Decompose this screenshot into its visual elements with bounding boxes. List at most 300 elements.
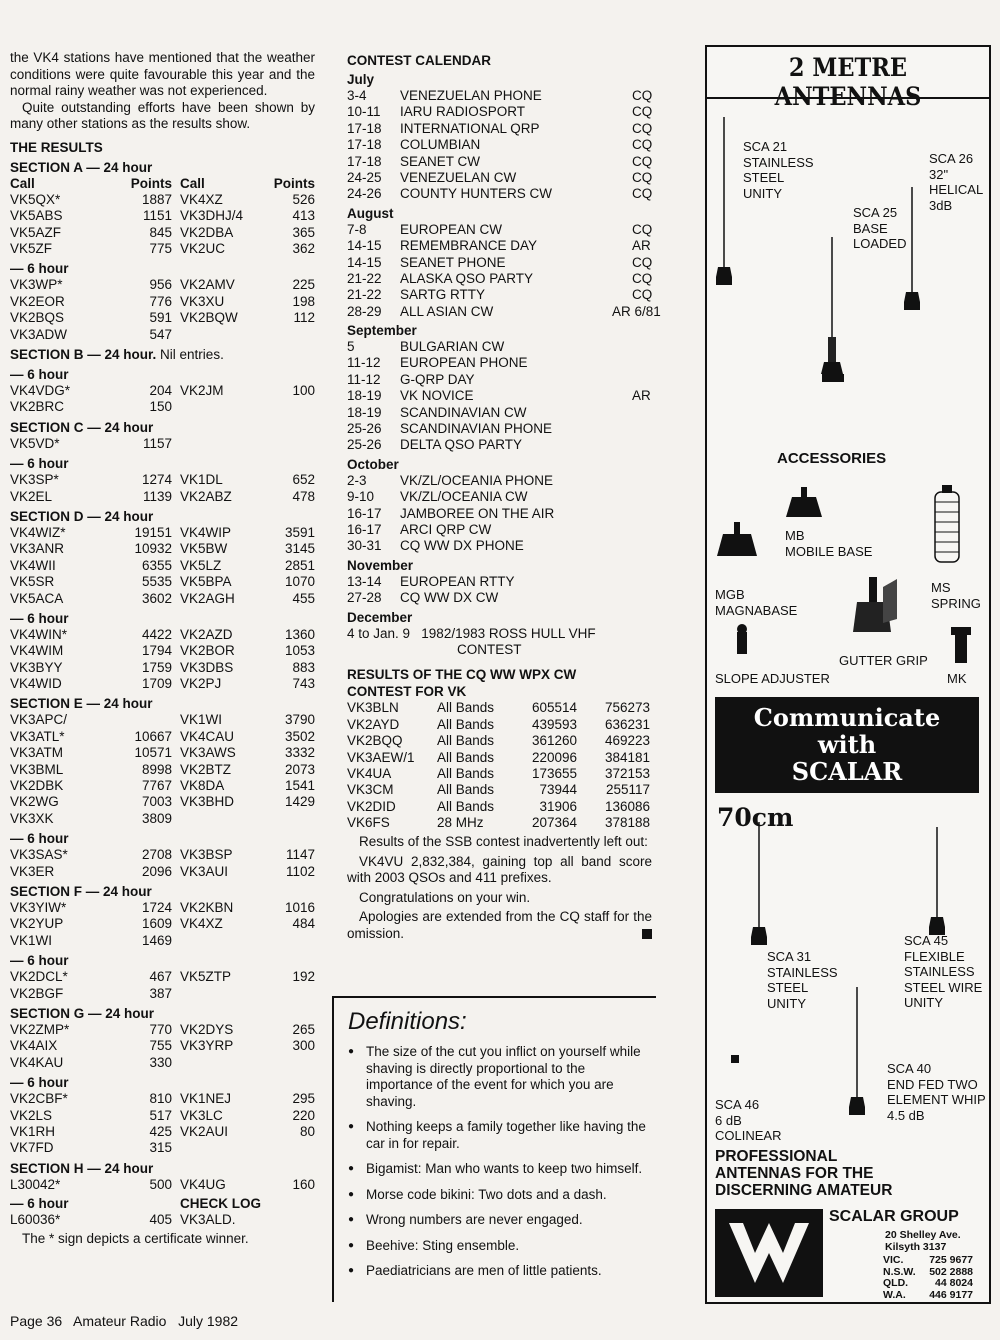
table-row xyxy=(10,310,315,326)
points-cell: 365 xyxy=(292,224,315,240)
call-cell: VK5ZF xyxy=(10,241,53,257)
points-cell: 4422 xyxy=(141,626,172,642)
band-cell: All Bands xyxy=(437,733,495,749)
call-cell: VK3XU xyxy=(180,293,225,309)
sca31-antenna-icon xyxy=(751,822,767,945)
points-cell: 526 xyxy=(292,191,315,207)
calendar-event xyxy=(347,538,652,554)
bullet-icon: ● xyxy=(348,1121,355,1132)
call-cell: VK2BQW xyxy=(180,310,238,326)
event-source xyxy=(632,405,652,421)
wpx-results-table xyxy=(347,700,652,831)
event-source xyxy=(632,489,652,505)
points-cell: 1147 xyxy=(285,847,315,863)
results-table xyxy=(10,525,315,607)
event-source: CQ xyxy=(632,169,653,185)
calendar-event xyxy=(347,238,652,254)
event-dates: 18-19 xyxy=(347,388,382,404)
points-cell: 204 xyxy=(149,383,172,399)
points-cell: 100 xyxy=(292,383,315,399)
table-row xyxy=(10,327,315,343)
label-line: SCA 31 xyxy=(767,949,812,964)
event-name: EUROPEAN CW xyxy=(400,221,503,237)
definition-item xyxy=(348,1044,652,1110)
points-cell: 547 xyxy=(149,326,172,342)
company-name: SCALAR GROUP xyxy=(829,1208,959,1225)
sca25-label xyxy=(853,205,906,252)
table-row xyxy=(10,969,315,985)
call-cell: VK5BW xyxy=(180,541,228,557)
definition-text: Wrong numbers are never engaged. xyxy=(366,1212,583,1227)
call-cell: VK4XZ xyxy=(180,916,223,932)
table-row xyxy=(10,525,315,541)
table-row xyxy=(10,900,315,916)
label-line: MB xyxy=(785,528,805,543)
event-dates: 17-18 xyxy=(347,153,382,169)
definition-text: The size of the cut you inflict on yourself while shaving is directly proportional to the importance of the event for which you are shaving. xyxy=(366,1044,641,1109)
event-dates: 5 xyxy=(347,339,355,355)
table-row xyxy=(10,472,315,488)
spring-icon xyxy=(935,485,959,562)
month-heading: August xyxy=(347,205,394,221)
table-row xyxy=(10,676,315,692)
section-heading: SECTION H — 24 hour xyxy=(10,1160,154,1176)
event-name: SEANET PHONE xyxy=(400,254,506,270)
event-source: CQ xyxy=(632,153,653,169)
event-name: CQ WW DX CW xyxy=(400,590,499,606)
event-name: SCANDINAVIAN CW xyxy=(400,404,527,420)
call-cell: VK2AUI xyxy=(180,1123,229,1139)
event-dates: 9-10 xyxy=(347,489,375,505)
table-row xyxy=(10,1055,315,1071)
definitions-title: Definitions: xyxy=(348,1008,467,1035)
month-heading: December xyxy=(347,609,413,625)
score-cell: 255117 xyxy=(605,782,650,798)
call-cell: VK2BQQ xyxy=(347,733,403,749)
table-row xyxy=(10,574,315,590)
calendar-event xyxy=(347,437,652,453)
table-row xyxy=(10,1091,315,1107)
call-cell: VK5BPA xyxy=(180,574,232,590)
sca40-antenna-icon xyxy=(849,987,865,1115)
call-cell: VK2BGF xyxy=(10,985,64,1001)
mgb-label xyxy=(715,587,797,618)
banner-line: with xyxy=(817,730,877,759)
call-cell: VK3ER xyxy=(10,863,55,879)
label-line: LOADED xyxy=(853,236,907,251)
points-cell: 265 xyxy=(292,1021,315,1037)
event-dates: 11-12 xyxy=(347,371,381,387)
score-cell: 220096 xyxy=(531,749,577,765)
points-cell: 1887 xyxy=(141,191,172,207)
event-source: CQ xyxy=(632,287,653,303)
call-cell: VK4WIP xyxy=(180,524,232,540)
call-cell: VK5VD* xyxy=(10,435,60,451)
table-row xyxy=(10,660,315,676)
header-points: Points xyxy=(273,175,315,191)
points-cell: 330 xyxy=(149,1054,172,1070)
score-cell: 136086 xyxy=(604,798,650,814)
bullet-icon: ● xyxy=(348,1214,355,1225)
event-dates: 25-26 xyxy=(347,421,382,437)
event-source xyxy=(632,473,652,489)
call-cell: VK3BHD xyxy=(180,794,235,810)
sca46-antenna-icon xyxy=(731,1055,739,1063)
points-cell: 810 xyxy=(149,1091,172,1107)
call-cell: VK4CAU xyxy=(180,728,235,744)
results-table xyxy=(10,969,315,1002)
label-line: STEEL xyxy=(767,980,809,995)
points-cell: 776 xyxy=(149,293,172,309)
bullet-icon: ● xyxy=(348,1188,355,1200)
calendar-event xyxy=(347,574,652,590)
definition-item xyxy=(348,1161,652,1178)
points-cell: 1794 xyxy=(141,643,172,659)
calendar-event xyxy=(347,388,652,404)
intro-paragraph: Quite outstanding efforts have been shown by many other stations as the results show. xyxy=(10,99,315,131)
points-cell: 1724 xyxy=(141,900,172,915)
call-cell: VK6FS xyxy=(347,815,390,831)
label-line: COLINEAR xyxy=(715,1128,782,1143)
calendar-event xyxy=(347,186,652,202)
event-source xyxy=(632,538,652,554)
call-cell: VK3AUI xyxy=(180,863,229,879)
call-cell: VK3BLN xyxy=(347,700,399,716)
call-cell: VK1WI xyxy=(180,712,223,728)
call-cell: VK2BQS xyxy=(10,310,65,326)
calendar-event xyxy=(347,405,652,421)
call-cell xyxy=(180,1140,270,1156)
points-cell: 80 xyxy=(299,1123,315,1139)
band-cell: All Bands xyxy=(437,716,495,732)
table-row xyxy=(10,208,315,224)
banner-line: SCALAR xyxy=(791,757,903,786)
table-row xyxy=(10,1108,315,1124)
event-dates: 11-12 xyxy=(347,355,381,371)
tagline-line: ANTENNAS FOR THE xyxy=(715,1165,874,1182)
points-cell: 755 xyxy=(149,1038,172,1054)
points-cell: 150 xyxy=(149,399,172,415)
call-cell: VK2DCL* xyxy=(10,969,68,985)
call-cell: VK3ADW xyxy=(10,326,68,342)
call-cell: L30042* xyxy=(10,1176,61,1192)
table-row xyxy=(10,986,315,1002)
phone-number: 446 9177 xyxy=(929,1288,973,1301)
table-row xyxy=(10,294,315,310)
label-line: MOBILE BASE xyxy=(785,543,873,559)
points-cell xyxy=(270,1212,315,1228)
points-cell: 362 xyxy=(292,241,315,257)
label-line: FLEXIBLE xyxy=(904,948,965,964)
event-source: AR 6/81 xyxy=(612,303,661,319)
call-cell: VK5ABS xyxy=(10,208,63,224)
label-line: HELICAL xyxy=(929,182,984,197)
section-heading: SECTION E — 24 hour xyxy=(10,696,153,712)
sca31-label xyxy=(767,949,838,1011)
table-row xyxy=(10,1140,315,1156)
event-dates: 28-29 xyxy=(347,303,382,319)
call-cell: VK3ALD. xyxy=(180,1212,236,1228)
ssb-apology: Apologies are extended from the CQ staff for the omission. xyxy=(347,909,652,941)
event-name: BULGARIAN CW xyxy=(400,339,505,355)
calendar-event xyxy=(347,372,652,388)
gutter-grip-label: GUTTER GRIP xyxy=(839,653,928,668)
points-cell: 2708 xyxy=(141,847,172,863)
label-line: 4.5 dB xyxy=(887,1107,925,1123)
call-cell: VK2JM xyxy=(180,383,224,399)
calendar-event xyxy=(347,271,652,287)
score-cell: 605514 xyxy=(531,700,577,716)
event-name: VK NOVICE xyxy=(400,388,474,404)
event-source xyxy=(632,421,652,437)
call-cell: VK4WIN* xyxy=(10,626,68,642)
event-name: COLUMBIAN xyxy=(400,137,481,153)
call-cell: VK2PJ xyxy=(180,676,222,692)
event-name: VK/ZL/OCEANIA PHONE xyxy=(400,472,554,488)
points-cell: 1157 xyxy=(142,435,172,451)
points-cell: 1541 xyxy=(284,778,315,794)
calendar-event xyxy=(347,287,652,303)
ms-label xyxy=(931,580,981,611)
event-source xyxy=(632,355,652,371)
wpx-row xyxy=(347,815,652,831)
call-cell: VK3XK xyxy=(10,810,54,826)
points-cell: 295 xyxy=(292,1091,315,1107)
event-dates: 16-17 xyxy=(347,521,382,537)
points-cell: 775 xyxy=(149,241,172,257)
phone-row xyxy=(883,1255,973,1267)
points-cell: 3809 xyxy=(141,810,172,826)
points-cell: 1709 xyxy=(141,676,172,692)
address-line: 20 Shelley Ave. xyxy=(885,1229,961,1241)
call-cell: VK3APC/ xyxy=(10,712,68,728)
subsection-heading: — 6 hour xyxy=(10,831,69,847)
call-cell xyxy=(180,327,270,343)
table-row xyxy=(10,225,315,241)
call-cell: VK5SR xyxy=(10,574,55,590)
sca21-label xyxy=(743,139,814,201)
call-cell: VK3BML xyxy=(10,761,64,777)
band-cell: 28 MHz xyxy=(437,815,484,831)
event-source: CQ xyxy=(632,104,653,120)
scalar-logo-icon xyxy=(715,1209,823,1297)
table-row xyxy=(10,643,315,659)
table-row xyxy=(10,399,315,415)
event-name: SEANET CW xyxy=(400,153,481,169)
results-table xyxy=(10,472,315,505)
label-line: UNITY xyxy=(743,185,782,201)
definition-text: Morse code bikini: Two dots and a dash. xyxy=(366,1186,607,1202)
calendar-event xyxy=(347,104,652,120)
calendar-event xyxy=(347,303,661,320)
call-cell: VK2BRC xyxy=(10,399,65,415)
table-row xyxy=(10,762,315,778)
results-table xyxy=(10,900,315,949)
mk-label: MK xyxy=(947,671,967,686)
table-row xyxy=(10,591,315,607)
points-cell: 652 xyxy=(292,472,315,488)
points-cell: 770 xyxy=(149,1021,172,1037)
sca45-label xyxy=(904,933,982,1011)
sca26-label xyxy=(929,151,983,213)
points-cell: 8998 xyxy=(141,761,172,777)
label-line: UNITY xyxy=(767,995,806,1011)
results-column xyxy=(10,50,315,1247)
label-line: STEEL WIRE xyxy=(904,979,983,995)
table-row xyxy=(10,864,315,880)
points-cell: 517 xyxy=(149,1107,172,1123)
label-line: MAGNABASE xyxy=(715,602,798,618)
event-name: SCANDINAVIAN PHONE xyxy=(400,421,553,437)
page-footer: Page 36 Amateur Radio July 1982 xyxy=(10,1313,239,1329)
tagline-line: PROFESSIONAL xyxy=(715,1148,838,1165)
event-source xyxy=(632,522,652,538)
call-cell: VK4WID xyxy=(10,676,62,692)
results-table xyxy=(10,627,315,693)
calendar-event xyxy=(347,421,652,437)
event-source: AR xyxy=(632,238,651,254)
calendar-column xyxy=(347,50,661,942)
call-cell: VK2DBA xyxy=(180,224,234,240)
results-table xyxy=(10,277,315,343)
event-source: CQ xyxy=(632,88,653,103)
label-line: STEEL xyxy=(743,170,785,185)
call-cell: VK3WP* xyxy=(10,277,63,293)
label-line: SCA 26 xyxy=(929,151,974,166)
table-row xyxy=(10,811,315,827)
event-source: AR xyxy=(632,388,651,404)
calendar-event xyxy=(347,137,652,153)
results-table xyxy=(10,1177,315,1193)
wpx-row xyxy=(347,733,652,749)
table-row xyxy=(10,1212,315,1228)
calendar-event xyxy=(347,88,652,104)
band-cell: All Bands xyxy=(437,798,495,814)
phone-row xyxy=(883,1278,973,1290)
subsection-heading: — 6 hour xyxy=(10,1075,69,1091)
subsection-heading: — 6 hour xyxy=(10,261,69,277)
call-cell: VK3YIW* xyxy=(10,900,67,915)
table-row xyxy=(10,794,315,810)
score-cell: 384181 xyxy=(604,749,650,765)
call-cell: VK5AZF xyxy=(10,224,62,240)
bullet-icon: ● xyxy=(348,1239,355,1251)
points-cell: 3145 xyxy=(284,541,315,557)
points-cell: 387 xyxy=(149,985,172,1001)
section-heading: SECTION C — 24 hour xyxy=(10,419,154,435)
score-cell: 173655 xyxy=(531,765,577,781)
call-cell: VK7FD xyxy=(10,1140,54,1156)
points-cell: 6355 xyxy=(141,557,172,573)
company-address xyxy=(885,1229,961,1253)
subsection-heading: — 6 hour xyxy=(10,367,69,383)
event-name: REMEMBRANCE DAY xyxy=(400,238,538,254)
points-cell: 478 xyxy=(292,488,315,504)
sca46-label xyxy=(715,1097,781,1144)
table-row xyxy=(10,847,315,863)
points-cell xyxy=(270,811,315,827)
call-cell: VK4XZ xyxy=(180,191,223,207)
points-cell: 413 xyxy=(292,208,315,224)
event-name: SARTG RTTY xyxy=(400,287,486,303)
tagline-line: DISCERNING AMATEUR xyxy=(715,1182,893,1199)
table-row xyxy=(10,712,315,728)
event-source xyxy=(632,506,652,522)
table-row xyxy=(10,558,315,574)
call-cell: VK2YUP xyxy=(10,916,64,932)
call-cell: VK2EL xyxy=(10,488,53,504)
call-cell: VK5ZTP xyxy=(180,969,232,985)
december-line: CONTEST xyxy=(457,641,522,657)
call-cell: VK2BTZ xyxy=(180,761,232,777)
results-table xyxy=(10,1091,315,1157)
call-cell: VK2CBF* xyxy=(10,1091,68,1107)
header-call: Call xyxy=(10,175,35,191)
calendar-event xyxy=(347,121,652,137)
table-row xyxy=(10,1022,315,1038)
points-cell xyxy=(270,986,315,1002)
call-cell: VK4VDG* xyxy=(10,383,71,399)
label-line: 3dB xyxy=(929,197,953,213)
points-cell: 192 xyxy=(292,969,315,985)
results-table xyxy=(10,192,315,258)
points-cell: 3591 xyxy=(284,524,315,540)
label-line: 6 dB xyxy=(715,1112,742,1128)
end-mark-icon xyxy=(642,929,652,939)
score-cell: 73944 xyxy=(539,782,577,798)
event-name: JAMBOREE ON THE AIR xyxy=(400,505,555,521)
event-dates: 17-18 xyxy=(347,137,382,153)
call-cell: VK3CM xyxy=(347,782,394,798)
label-line: SCA 40 xyxy=(887,1061,932,1076)
points-cell: 1053 xyxy=(284,643,315,659)
event-dates: 21-22 xyxy=(347,287,382,303)
score-cell: 372153 xyxy=(604,765,650,781)
call-cell: VK4WII xyxy=(10,557,56,573)
call-cell xyxy=(180,399,270,415)
label-line: MGB xyxy=(715,587,745,602)
points-cell: 7767 xyxy=(141,778,172,794)
table-row xyxy=(10,241,315,257)
points-cell: 405 xyxy=(149,1212,172,1228)
event-dates: 25-26 xyxy=(347,437,382,453)
call-cell: VK4KAU xyxy=(10,1054,64,1070)
definitions-box xyxy=(332,996,656,1302)
points-cell: 2073 xyxy=(284,761,315,777)
definition-text: Bigamist: Man who wants to keep two himself. xyxy=(366,1161,643,1176)
results-title: THE RESULTS xyxy=(10,139,103,155)
calendar-event xyxy=(347,222,652,238)
points-cell: 5535 xyxy=(141,574,172,590)
call-cell: VK5LZ xyxy=(180,557,222,573)
wpx-row xyxy=(347,750,652,766)
phone-number: 502 2888 xyxy=(929,1265,973,1278)
points-cell: 112 xyxy=(293,310,315,326)
points-cell: 1151 xyxy=(142,208,172,224)
call-cell: VK2DYS xyxy=(180,1021,234,1037)
score-cell: 378188 xyxy=(604,815,650,831)
label-line: END FED TWO xyxy=(887,1076,978,1092)
score-cell: 636231 xyxy=(604,716,650,732)
wpx-row xyxy=(347,700,652,716)
event-source: CQ xyxy=(632,254,653,270)
call-cell: VK2AYD xyxy=(347,716,400,732)
points-cell: 467 xyxy=(149,969,172,985)
event-name: ALL ASIAN CW xyxy=(400,303,494,319)
event-dates: 18-19 xyxy=(347,404,382,420)
phone-state: W.A. xyxy=(883,1288,906,1301)
event-name: IARU RADIOSPORT xyxy=(400,104,526,120)
